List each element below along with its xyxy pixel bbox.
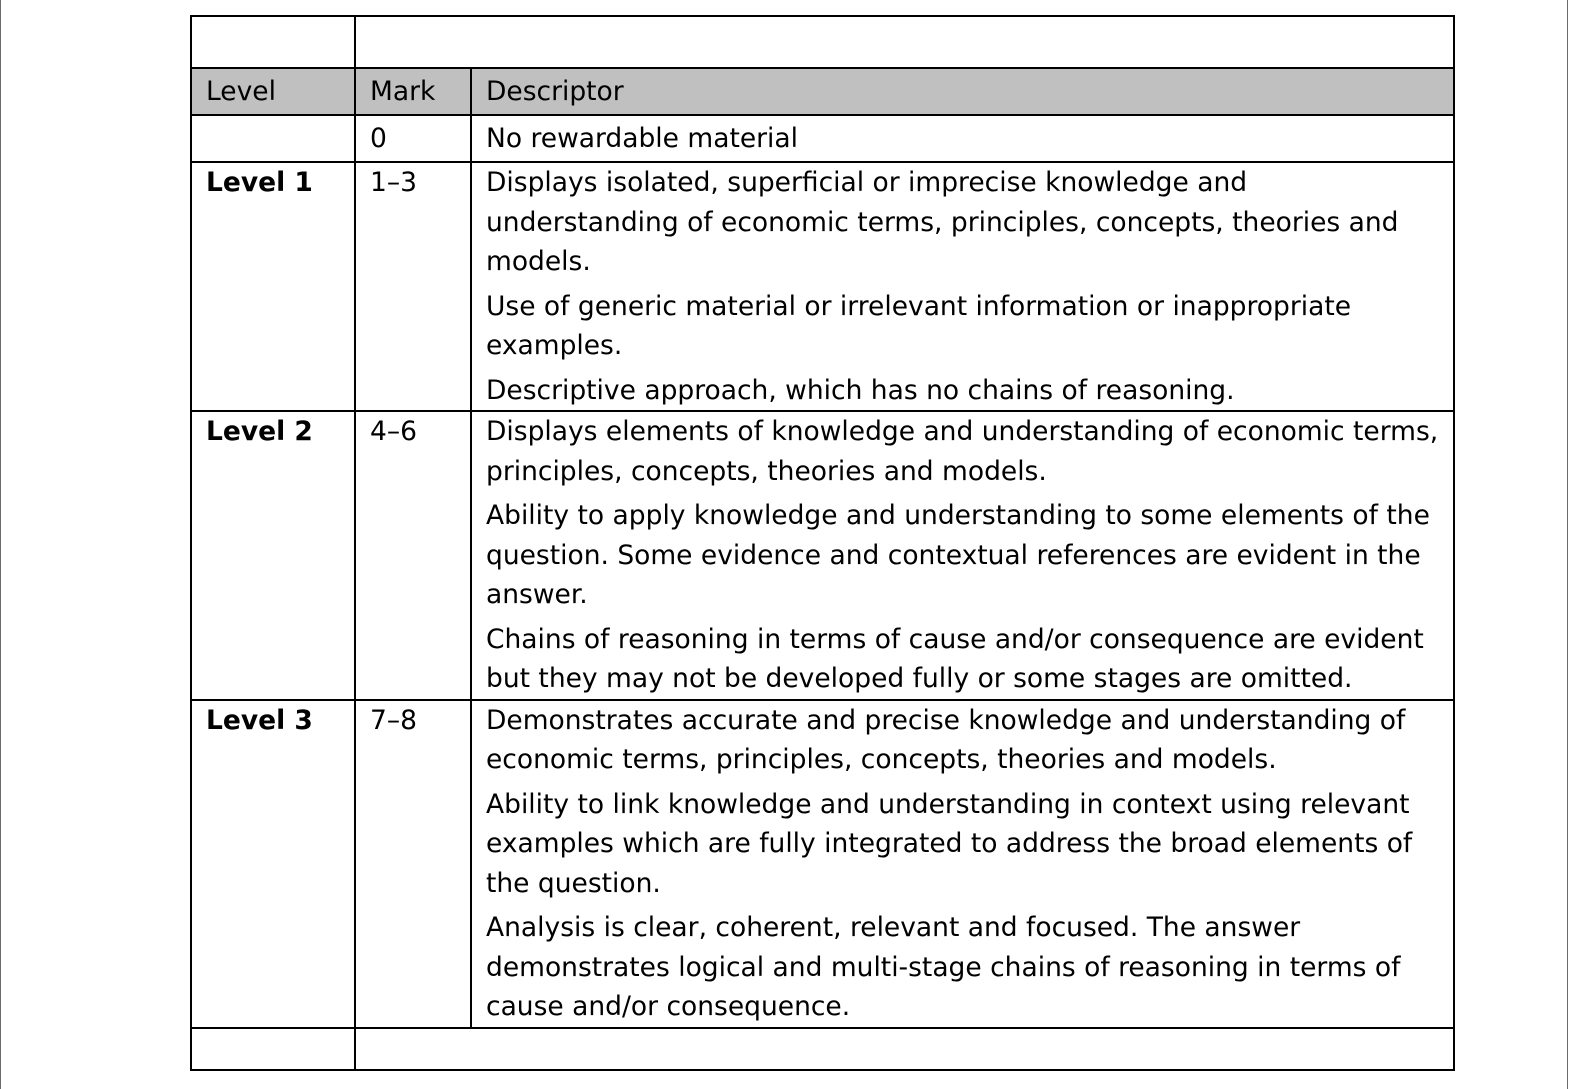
level-2-mark: 4–6	[355, 411, 471, 700]
table-row-zero	[191, 115, 1454, 162]
header-level: Level	[191, 68, 355, 115]
level-2-descriptor-analysis: Chains of reasoning in terms of cause and/or consequence are evident but they may not be developed fully or some stages are omitted.	[486, 623, 1424, 694]
zero-mark-cell: 0	[355, 115, 471, 162]
level-3-label: Level 3	[191, 700, 355, 1028]
level-2-descriptor-knowledge: Displays elements of knowledge and understanding of economic terms, principles, concepts, theories and models.	[486, 416, 1439, 487]
bottom-row-cell-right	[355, 1028, 1454, 1070]
level-1-mark: 1–3	[355, 162, 471, 411]
level-3-descriptor	[471, 700, 1454, 1028]
table-top-row	[191, 16, 1454, 68]
bottom-row-cell-left	[191, 1028, 355, 1070]
header-descriptor: Descriptor	[471, 68, 1454, 115]
zero-descriptor-cell: No rewardable material	[471, 115, 1454, 162]
level-1-descriptor-analysis: Descriptive approach, which has no chains of reasoning.	[486, 374, 1235, 406]
level-2-label: Level 2	[191, 411, 355, 700]
zero-level-cell	[191, 115, 355, 162]
level-3-descriptor-knowledge: Demonstrates accurate and precise knowledge and understanding of economic terms, principles, concepts, theories and models.	[486, 704, 1406, 775]
level-3-mark: 7–8	[355, 700, 471, 1028]
level-1-descriptor-application: Use of generic material or irrelevant information or inappropriate examples.	[486, 290, 1352, 361]
level-2-descriptor	[471, 411, 1454, 700]
top-row-cell-left	[191, 16, 355, 68]
table-header-row	[191, 68, 1454, 115]
header-mark: Mark	[355, 68, 471, 115]
level-1-label: Level 1	[191, 162, 355, 411]
levels-mark-scheme-table	[190, 15, 1455, 1071]
level-3-descriptor-application: Ability to link knowledge and understanding in context using relevant examples which are fully integrated to address the broad elements of the question.	[486, 788, 1413, 899]
level-1-descriptor	[471, 162, 1454, 411]
table-row-level-3	[191, 700, 1454, 1028]
table-row-level-1	[191, 162, 1454, 411]
level-1-descriptor-knowledge: Displays isolated, superficial or imprecise knowledge and understanding of economic terms, principles, concepts, theories and models.	[486, 167, 1399, 277]
level-3-descriptor-analysis: Analysis is clear, coherent, relevant and focused. The answer demonstrates logical and multi-stage chains of reasoning in terms of cause and/or consequence.	[486, 912, 1401, 1022]
level-2-descriptor-application: Ability to apply knowledge and understanding to some elements of the question. Some evidence and contextual references are evident in the answer.	[486, 500, 1430, 610]
top-row-cell-right	[355, 16, 1454, 68]
table-bottom-row	[191, 1028, 1454, 1070]
table-row-level-2	[191, 411, 1454, 700]
